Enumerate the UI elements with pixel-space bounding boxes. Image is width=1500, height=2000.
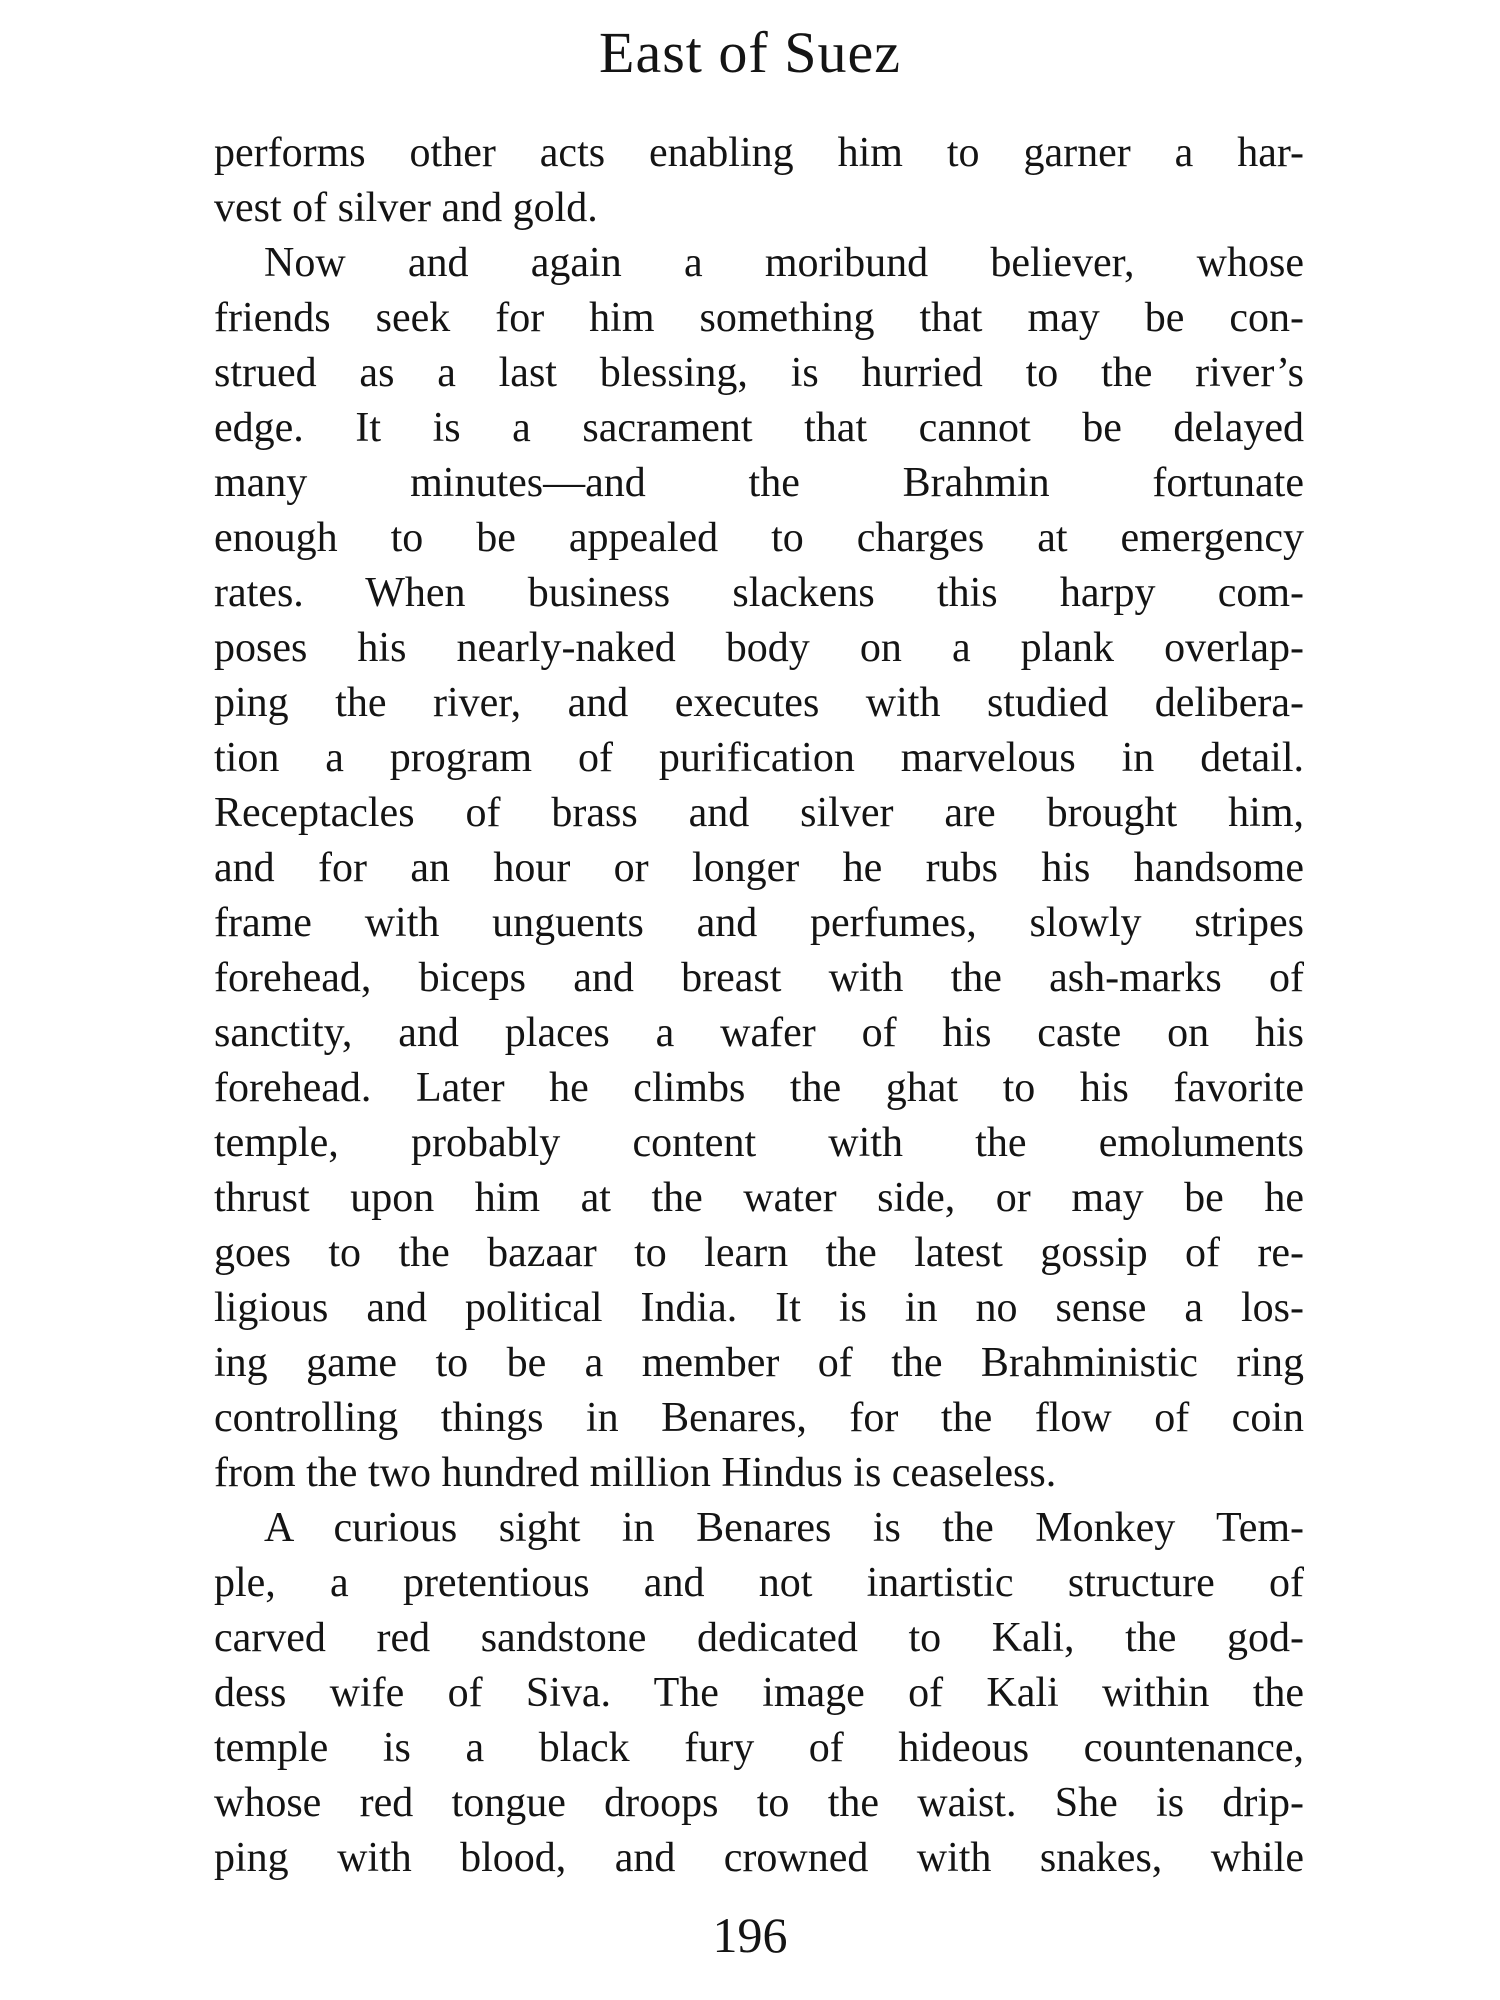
text-line: rates. When business slackens this harpy com-: [214, 570, 1304, 616]
text-line: controlling things in Benares, for the flow of coin: [214, 1395, 1304, 1441]
text-line: dess wife of Siva. The image of Kali within the: [214, 1670, 1304, 1716]
running-head: East of Suez: [599, 20, 901, 85]
text-line: forehead. Later he climbs the ghat to his favorite: [214, 1065, 1304, 1111]
text-line: strued as a last blessing, is hurried to the river’s: [214, 350, 1304, 396]
text-line: temple is a black fury of hideous countenance,: [214, 1725, 1304, 1771]
text-line: vest of silver and gold.: [214, 185, 598, 231]
text-line: performs other acts enabling him to garner a har-: [214, 130, 1304, 176]
body-text: [214, 126, 1304, 1886]
text-line: edge. It is a sacrament that cannot be delayed: [214, 405, 1304, 451]
page-number: 196: [712, 1907, 788, 1963]
text-line: from the two hundred million Hindus is ceaseless.: [214, 1450, 1057, 1496]
text-line: tion a program of purification marvelous in detail.: [214, 735, 1304, 781]
text-line: forehead, biceps and breast with the ash-marks of: [214, 955, 1304, 1001]
text-line: whose red tongue droops to the waist. She is drip-: [214, 1780, 1304, 1826]
text-line: ple, a pretentious and not inartistic structure of: [214, 1560, 1304, 1606]
text-line: ping with blood, and crowned with snakes, while: [214, 1835, 1304, 1881]
text-line: sanctity, and places a wafer of his caste on his: [214, 1010, 1304, 1056]
text-line: ping the river, and executes with studied delibera-: [214, 680, 1304, 726]
text-line: ing game to be a member of the Brahministic ring: [214, 1340, 1304, 1386]
text-line: Now and again a moribund believer, whose: [264, 240, 1304, 286]
text-line: carved red sandstone dedicated to Kali, the god-: [214, 1615, 1304, 1661]
text-line: ligious and political India. It is in no sense a los-: [214, 1285, 1304, 1331]
text-line: temple, probably content with the emoluments: [214, 1120, 1304, 1166]
text-line: frame with unguents and perfumes, slowly stripes: [214, 900, 1304, 946]
text-line: friends seek for him something that may be con-: [214, 295, 1304, 341]
text-line: thrust upon him at the water side, or may be he: [214, 1175, 1304, 1221]
text-line: many minutes—and the Brahmin fortunate: [214, 460, 1304, 506]
text-line: and for an hour or longer he rubs his handsome: [214, 845, 1304, 891]
text-line: Receptacles of brass and silver are brought him,: [214, 790, 1304, 836]
text-line: poses his nearly-naked body on a plank overlap-: [214, 625, 1304, 671]
text-line: enough to be appealed to charges at emergency: [214, 515, 1304, 561]
text-line: goes to the bazaar to learn the latest gossip of re-: [214, 1230, 1304, 1276]
text-line: A curious sight in Benares is the Monkey Tem-: [264, 1505, 1304, 1551]
